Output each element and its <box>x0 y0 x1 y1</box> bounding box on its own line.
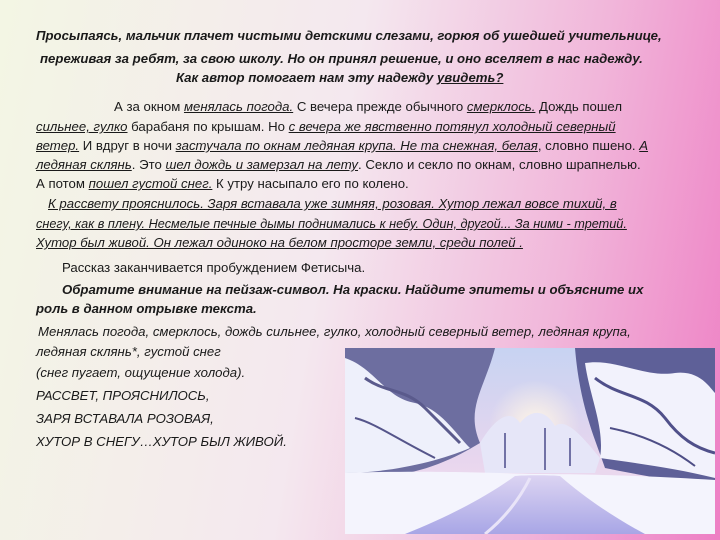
text-underlined: ледяная склянь <box>36 157 132 172</box>
heading-line-2: переживая за ребят, за свою школу. Но он принял решение, и оно вселяет в нас надежду. <box>40 51 643 66</box>
answer-line-6: ХУТОР В СНЕГУ…ХУТОР БЫЛ ЖИВОЙ. <box>36 434 287 449</box>
answer-line-1: Менялась погода, смерклось, дождь сильнее, гулко, холодный северный ветер, ледяная крупа, <box>38 324 631 339</box>
task-line-2: роль в данном отрывке текста. <box>36 301 257 316</box>
text-fragment: А за окном <box>114 99 184 114</box>
text-underlined: пошел густой снег. <box>88 176 213 191</box>
text-fragment: И вдруг в ночи <box>79 138 176 153</box>
answer-line-5: ЗАРЯ ВСТАВАЛА РОЗОВАЯ, <box>36 411 214 426</box>
text-line-5 <box>36 174 409 194</box>
heading-question: Как автор помогает нам эту надежду <box>176 70 437 85</box>
task-line-1: Обратите внимание на пейзаж-символ. На краски. Найдите эпитеты и объясните их <box>62 282 644 297</box>
text-underlined: с вечера же явственно потянул холодный северный <box>288 119 616 134</box>
text-line-4 <box>36 155 641 175</box>
text-underlined: смерклось. <box>466 99 536 114</box>
text-line-6: К рассвету прояснилось. Заря вставала уже зимняя, розовая. Хутор лежал вовсе тихий, в <box>48 196 617 211</box>
text-fragment: , словно пшено. <box>537 138 640 153</box>
text-line-2 <box>36 117 616 137</box>
winter-forest-photo <box>345 348 715 534</box>
text-line-8: Хутор был живой. Он лежал одиноко на белом просторе земли, среди полей . <box>36 235 523 250</box>
text-fragment: барабаня по крышам. Но <box>127 119 289 134</box>
text-fragment: . Секло и секло по окнам, словно шрапнелью. <box>358 157 641 172</box>
text-underlined: менялась погода. <box>183 99 294 114</box>
text-line-7: снегу, как в плену. Несмелые печные дымы поднимались к небу. Один, другой... За ними - третий. <box>36 217 627 231</box>
text-underlined: застучала по окнам ледяная крупа. Не та снежная, белая <box>175 138 538 153</box>
heading-line-1: Просыпаясь, мальчик плачет чистыми детскими слезами, горюя об ушедшей учительнице, <box>36 28 662 43</box>
text-fragment: С вечера прежде обычного <box>293 99 467 114</box>
answer-line-2: ледяная склянь*, густой снег <box>36 344 221 359</box>
answer-line-4: РАССВЕТ, ПРОЯСНИЛОСЬ, <box>36 388 210 403</box>
heading-line-3 <box>176 68 503 88</box>
text-underlined: шел дождь и замерзал на лету <box>165 157 359 172</box>
heading-question-keyword: увидеть? <box>436 70 504 85</box>
text-underlined: А <box>639 138 649 153</box>
text-fragment: Дождь пошел <box>535 99 623 114</box>
text-underlined: ветер. <box>36 138 80 153</box>
text-fragment: . Это <box>131 157 166 172</box>
text-line-9: Рассказ заканчивается пробуждением Фетисыча. <box>62 260 366 275</box>
text-line-1 <box>114 97 622 117</box>
text-fragment: А потом <box>36 176 89 191</box>
text-line-3 <box>36 136 648 156</box>
answer-line-3: (снег пугает, ощущение холода). <box>36 365 246 380</box>
text-underlined: сильнее, гулко <box>36 119 128 134</box>
text-fragment: К утру насыпало его по колено. <box>212 176 409 191</box>
